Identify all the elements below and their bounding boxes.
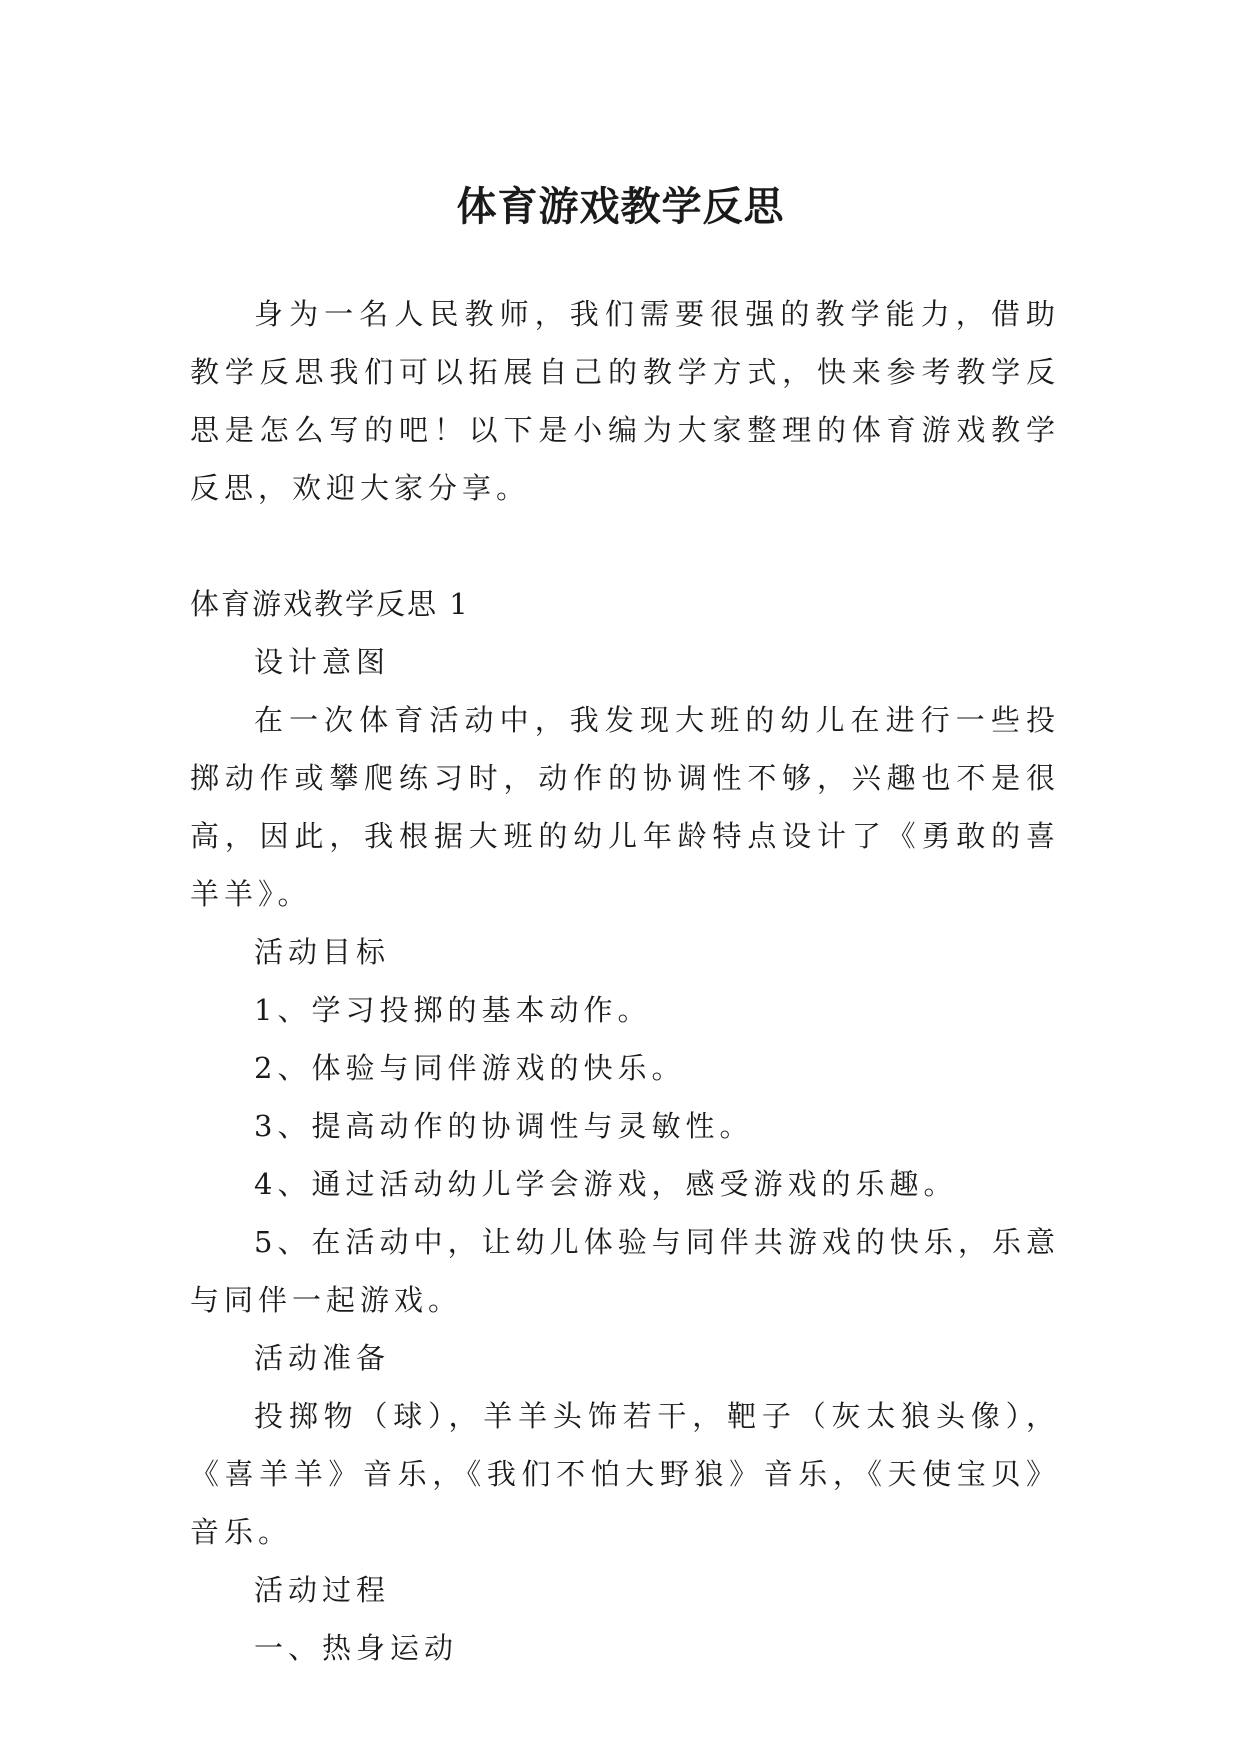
prep-label: 活动准备 xyxy=(254,1341,391,1375)
intro-paragraph: 身为一名人民教师，我们需要很强的教学能力，借助教学反思我们可以拓展自己的教学方式，快来参考教学反思是怎么写的吧！以下是小编为大家整理的体育游戏教学反思，欢迎大家分享。 xyxy=(190,297,1060,505)
goals-label: 活动目标 xyxy=(254,935,391,969)
process-step: 一、热身运动 xyxy=(254,1631,459,1665)
document-body xyxy=(190,285,1060,1677)
design-intent-label: 设计意图 xyxy=(254,645,391,679)
goal-item: 4、通过活动幼儿学会游戏，感受游戏的乐趣。 xyxy=(254,1167,958,1201)
prep-paragraph: 投掷物（球），羊羊头饰若干，靶子（灰太狼头像），《喜羊羊》音乐，《我们不怕大野狼》音乐，《天使宝贝》音乐。 xyxy=(190,1399,1060,1549)
process-label: 活动过程 xyxy=(254,1573,391,1607)
goal-item: 2、体验与同伴游戏的快乐。 xyxy=(254,1051,686,1085)
goal-item: 3、提高动作的协调性与灵敏性。 xyxy=(254,1109,754,1143)
goal-item: 5、在活动中，让幼儿体验与同伴共游戏的快乐，乐意与同伴一起游戏。 xyxy=(190,1225,1060,1317)
document-title: 体育游戏教学反思 xyxy=(456,183,785,230)
goal-item: 1、学习投掷的基本动作。 xyxy=(254,993,652,1027)
design-intent-paragraph: 在一次体育活动中，我发现大班的幼儿在进行一些投掷动作或攀爬练习时，动作的协调性不够，兴趣也不是很高，因此，我根据大班的幼儿年龄特点设计了《勇敢的喜羊羊》。 xyxy=(190,703,1060,911)
section-heading: 体育游戏教学反思 1 xyxy=(190,587,470,621)
